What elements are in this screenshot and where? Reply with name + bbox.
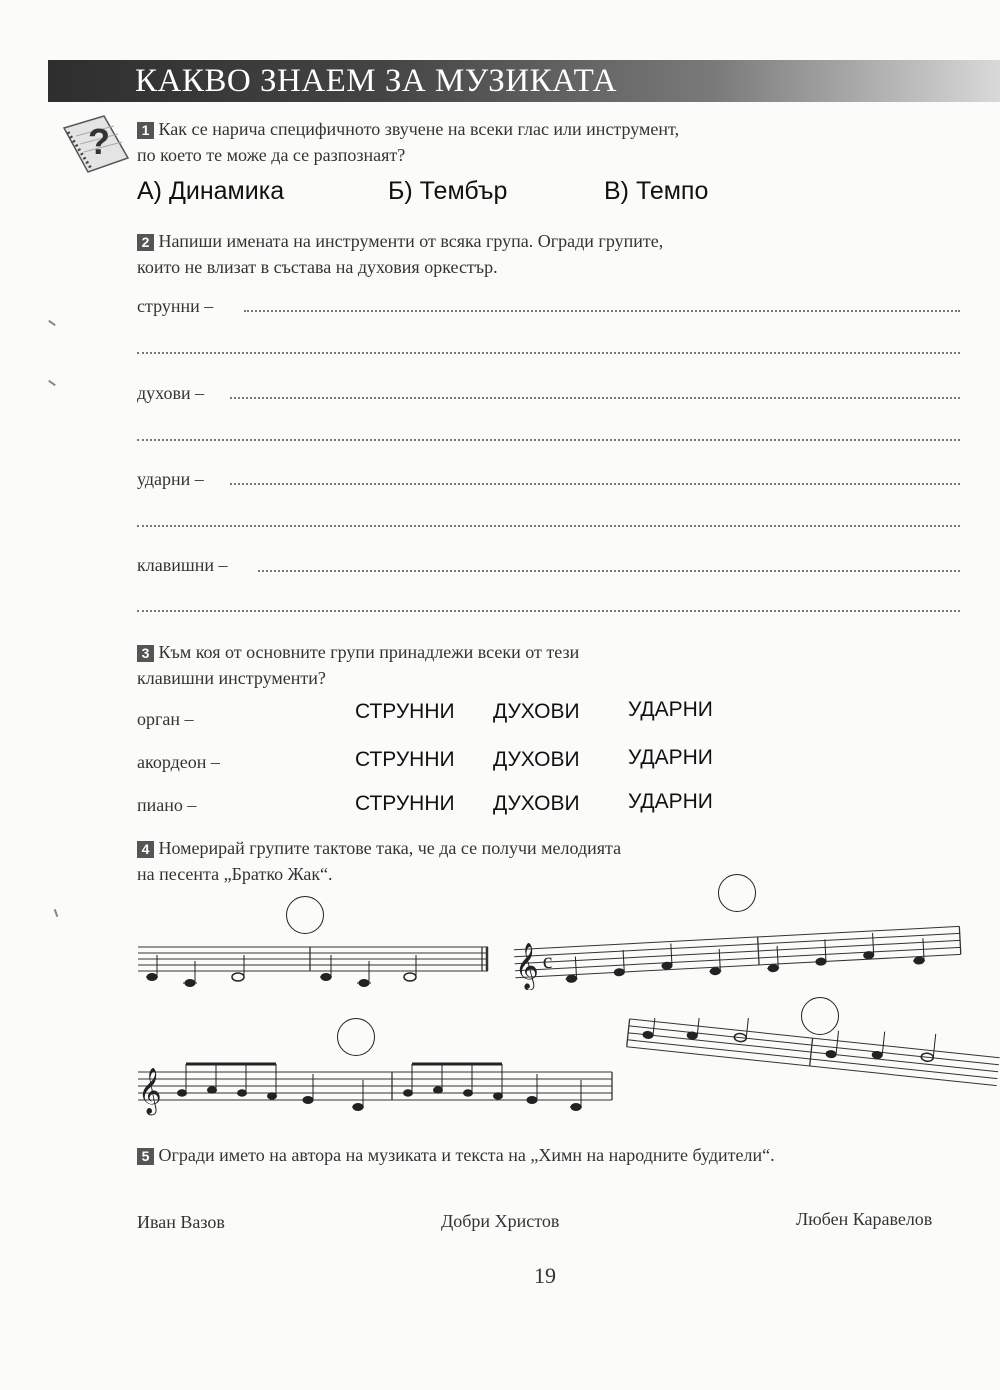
choice-winds[interactable]: ДУХОВИ [493,748,580,771]
time-signature: c [541,947,553,974]
answer-line[interactable] [244,310,960,312]
question-mark-notebook-icon [58,114,132,178]
music-staff-fragment-c [130,1050,620,1120]
answer-line[interactable] [137,525,960,527]
option-c[interactable]: В) Темпо [604,177,709,205]
group-label-percussion: ударни – [137,469,204,489]
number-circle[interactable] [286,896,324,934]
question-text-line1: Номерирай групите тактове така, че да се получи мелодията [158,838,622,858]
answer-line[interactable] [230,483,960,485]
choice-winds[interactable]: ДУХОВИ [493,792,580,815]
scan-mark [48,380,56,386]
scan-mark [54,909,59,917]
choice-percussion[interactable]: УДАРНИ [628,698,713,721]
author-option[interactable]: Любен Каравелов [796,1209,933,1229]
question-number: 3 [137,645,154,662]
group-label-keyboards: клавишни – [137,555,228,575]
answer-line[interactable] [258,570,960,572]
question-number: 2 [137,234,154,251]
question-text-line1: Как се нарича специфичното звучене на всеки глас или инструмент, [158,119,680,139]
question-3 [137,639,937,691]
choice-strings[interactable]: СТРУННИ [355,792,455,815]
instrument-organ: орган – [137,709,194,729]
music-staff-fragment-d [620,1018,1000,1108]
answer-line[interactable] [230,397,960,399]
group-label-strings: струнни – [137,296,214,316]
page-title: КАКВО ЗНАЕМ ЗА МУЗИКАТА [135,63,617,99]
choice-percussion[interactable]: УДАРНИ [628,746,713,769]
option-a[interactable]: А) Динамика [137,177,285,205]
question-text: Огради името на автора на музиката и текста на „Химн на народните будители“. [158,1145,775,1165]
choice-percussion[interactable]: УДАРНИ [628,790,713,813]
music-staff-fragment-b [508,900,968,990]
question-number: 5 [137,1148,154,1165]
choice-strings[interactable]: СТРУННИ [355,748,455,771]
instrument-accordion: акордеон – [137,752,220,772]
question-text-line2: на песента „Братко Жак“. [137,864,333,884]
answer-line[interactable] [137,439,960,441]
question-4 [137,835,937,887]
question-text-line2: по което те може да се разпознаят? [137,145,406,165]
music-staff-fragment-a [130,935,495,995]
instrument-piano: пиано – [137,795,197,815]
treble-clef-icon: 𝄞 [513,942,540,990]
question-2 [137,228,937,280]
question-text-line1: Напиши имената на инструменти от всяка група. Огради групите, [158,231,664,251]
choice-winds[interactable]: ДУХОВИ [493,700,580,723]
author-option[interactable]: Добри Христов [441,1211,560,1231]
question-5 [137,1142,967,1168]
answer-line[interactable] [137,352,960,354]
treble-clef-icon: 𝄞 [138,1068,162,1114]
answer-line[interactable] [137,610,960,612]
choice-strings[interactable]: СТРУННИ [355,700,455,723]
svg-text:?: ? [88,121,110,162]
question-number: 4 [137,841,154,858]
group-label-winds: духови – [137,383,205,403]
option-b[interactable]: Б) Тембър [388,177,508,205]
question-text-line2: които не влизат в състава на духовия оркестър. [137,257,498,277]
question-text-line1: Към коя от основните групи принадлежи всеки от тези [158,642,580,662]
scan-mark [48,320,56,326]
page-number: 19 [534,1263,556,1288]
question-number: 1 [137,122,154,139]
author-option[interactable]: Иван Вазов [137,1212,225,1232]
question-text-line2: клавишни инструменти? [137,668,326,688]
question-1 [137,116,937,168]
